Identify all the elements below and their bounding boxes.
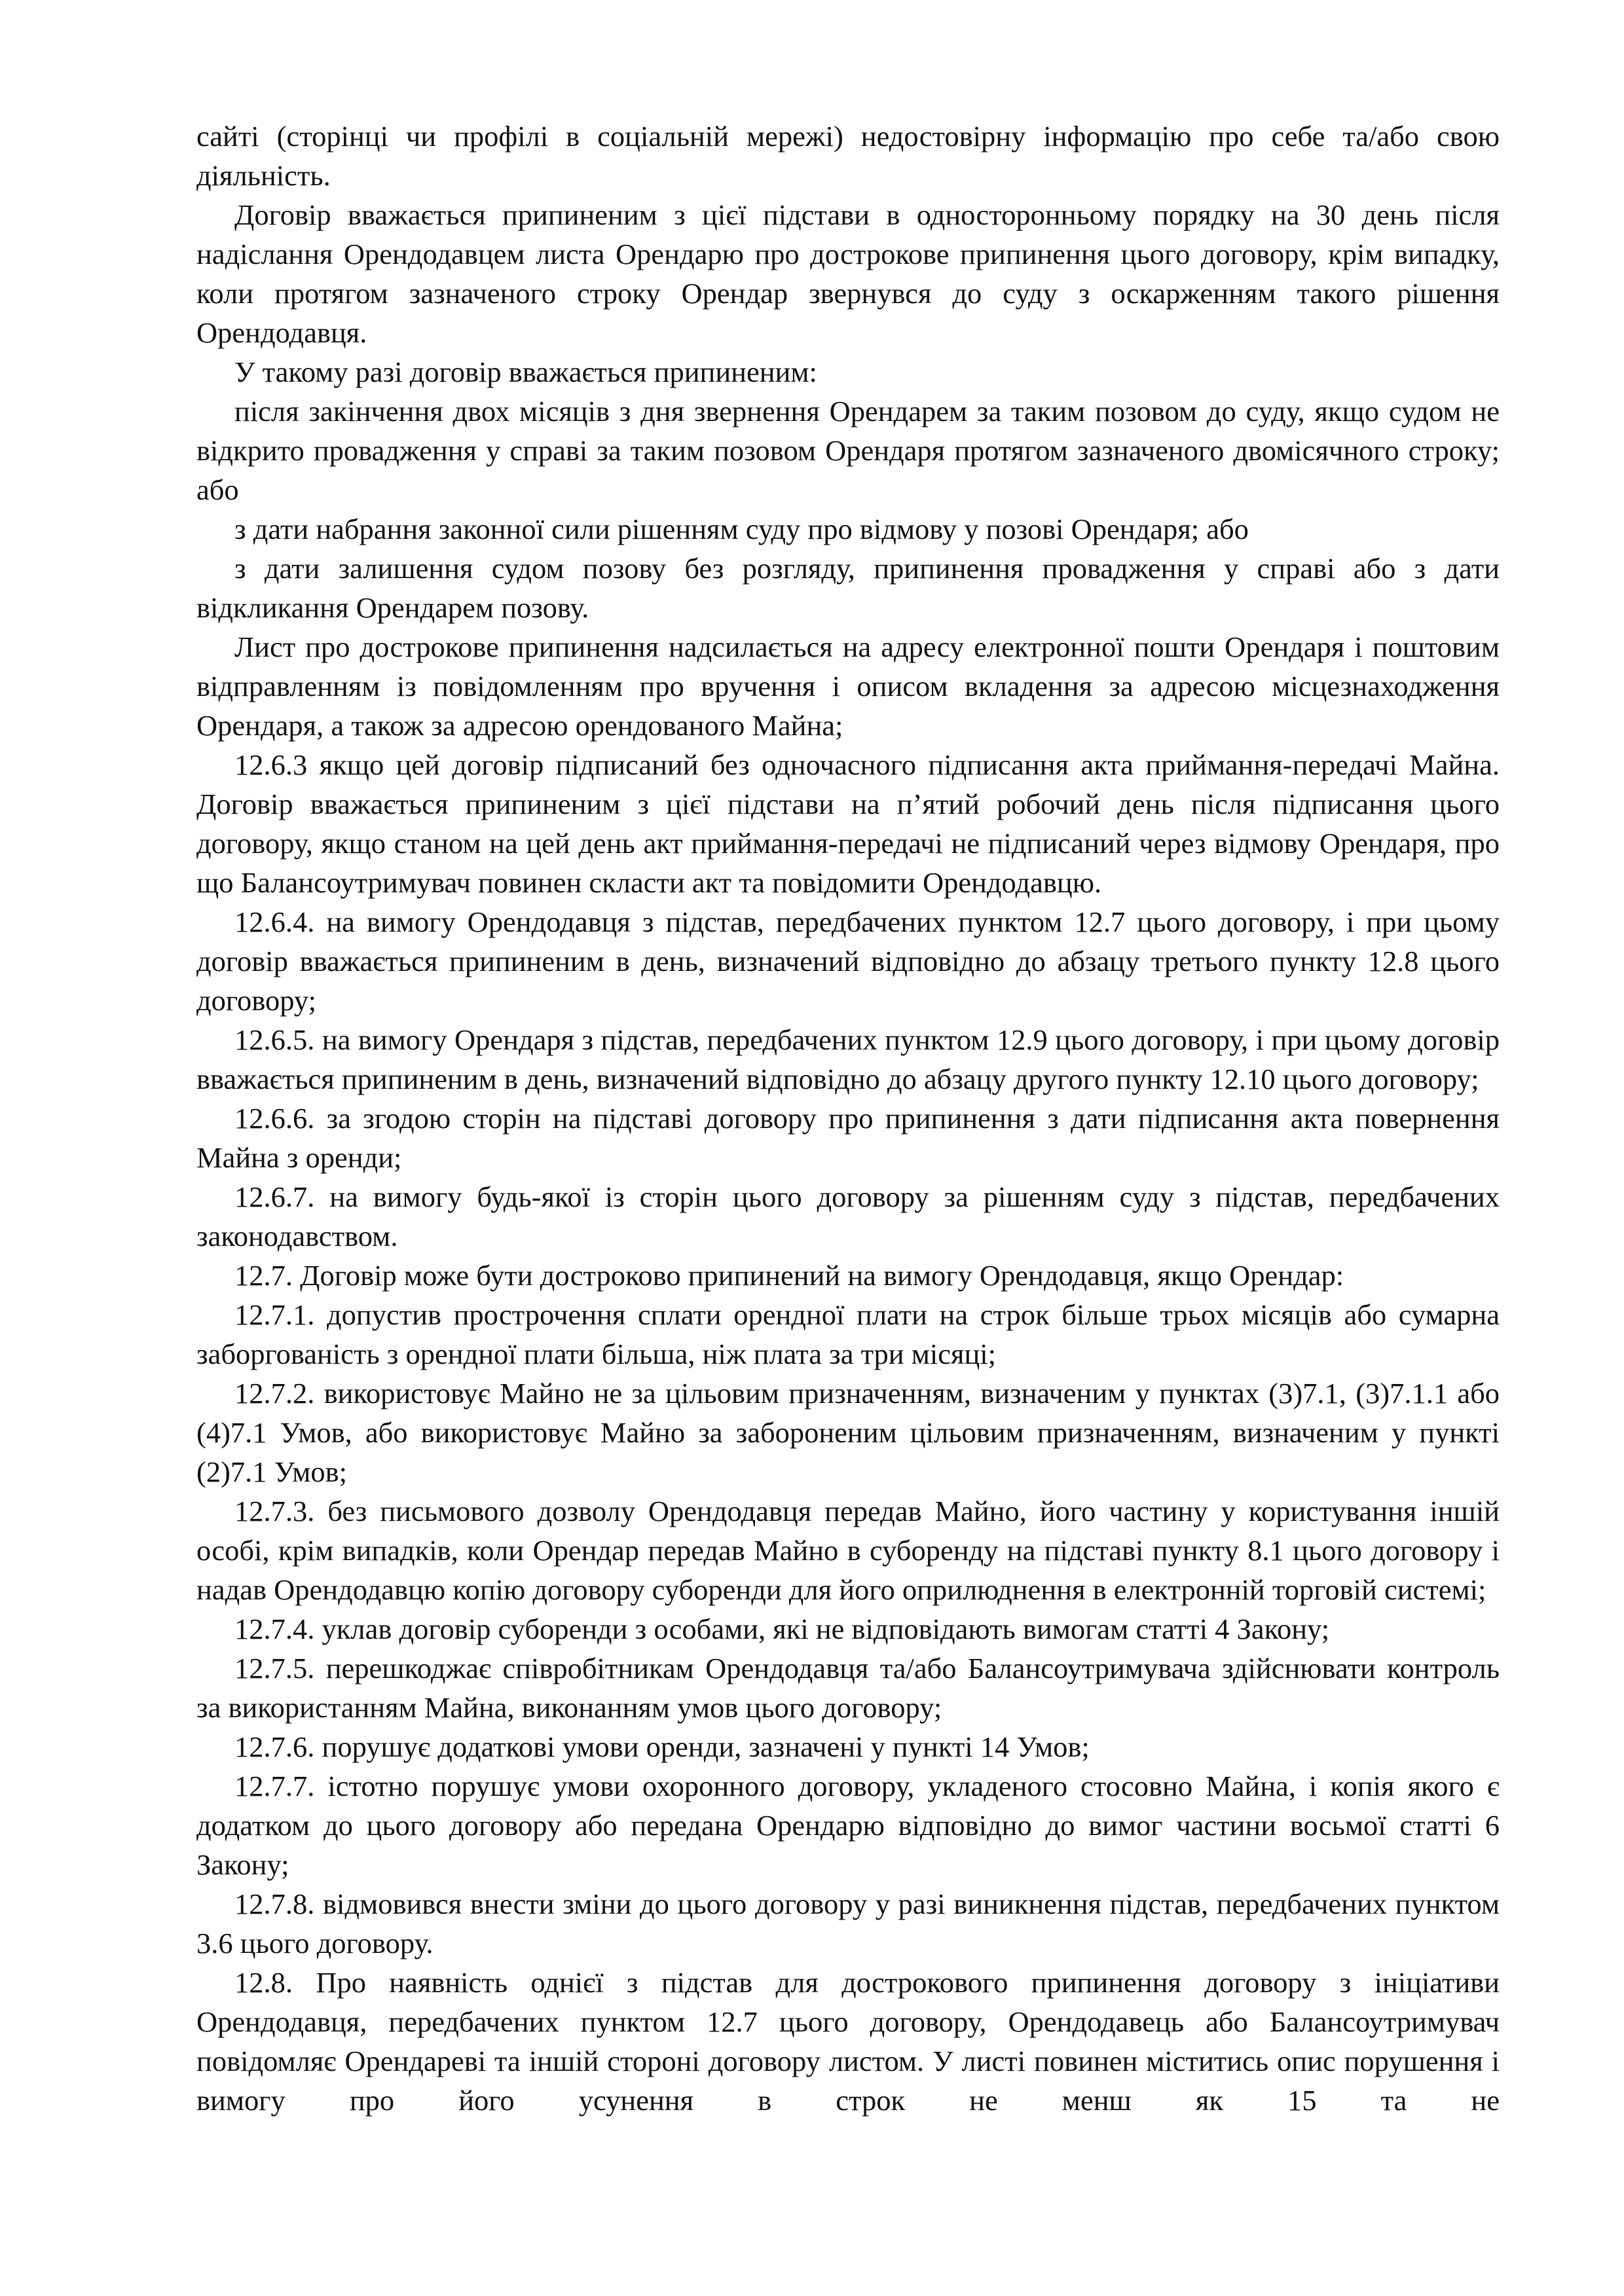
paragraph: 12.7.3. без письмового дозволу Орендодавця передав Майно, його частину у користування іншій особі, крім випадків, коли Орендар передав Майно в суборенду на підставі пункту 8.1 цього договору і надав Орендодавцю копію договору суборенди для його оприлюднення в електронній торговій системі; — [196, 1495, 1500, 1606]
paragraph: Лист про дострокове припинення надсилається на адресу електронної пошти Орендаря і поштовим відправленням із повідомленням про вручення і описом вкладення за адресою місцезнаходження Орендаря, а також за адресою орендованого Майна; — [196, 630, 1500, 742]
paragraph: 12.7.4. уклав договір суборенди з особами, які не відповідають вимогам статті 4 Закону; — [234, 1613, 1330, 1645]
paragraph: У такому разі договір вважається припиненим: — [234, 355, 817, 388]
paragraph: сайті (сторінці чи профілі в соціальній мережі) недостовірну інформацію про себе та/або свою діяльність. — [196, 120, 1500, 192]
paragraph: 12.6.5. на вимогу Орендаря з підстав, передбачених пунктом 12.9 цього договору, і при цьому договір вважається припиненим в день, визначений відповідно до абзацу другого пункту 12.10 цього договору; — [196, 1023, 1500, 1095]
paragraph: після закінчення двох місяців з дня звернення Орендарем за таким позовом до суду, якщо судом не відкрито провадження у справі за таким позовом Орендаря протягом зазначеного двомісячного строку; або — [196, 395, 1500, 506]
paragraph: з дати залишення судом позову без розгляду, припинення провадження у справі або з дати відкликання Орендарем позову. — [196, 552, 1500, 624]
paragraph: Договір вважається припиненим з цієї підстави в односторонньому порядку на 30 день після надіслання Орендодавцем листа Орендарю про дострокове припинення цього договору, крім випадку, коли протягом зазначеного строку Орендар звернувся до суду з оскарженням такого рішення Орендодавця. — [196, 198, 1500, 349]
paragraph: 12.7. Договір може бути достроково припинений на вимогу Орендодавця, якщо Орендар: — [234, 1259, 1344, 1292]
paragraph: 12.7.1. допустив прострочення сплати орендної плати на строк більше трьох місяців або сумарна заборгованість з орендної плати більша, ніж плата за три місяці; — [196, 1298, 1500, 1370]
paragraph: 12.7.5. перешкоджає співробітникам Орендодавця та/або Балансоутримувача здійснювати контроль за використанням Майна, виконанням умов цього договору; — [196, 1652, 1500, 1724]
paragraph: 12.6.6. за згодою сторін на підставі договору про припинення з дати підписання акта повернення Майна з оренди; — [196, 1102, 1500, 1174]
paragraph: 12.7.2. використовує Майно не за цільовим призначенням, визначеним у пунктах (3)7.1, (3)7.1.1 або (4)7.1 Умов, або використовує Майно за забороненим цільовим призначенням, визначеним у пункті (2)7.1 Умов; — [196, 1377, 1500, 1488]
document-page — [196, 117, 1500, 2120]
paragraph: 12.7.8. відмовився внести зміни до цього договору у разі виникнення підстав, передбачених пунктом 3.6 цього договору. — [196, 1887, 1500, 1959]
paragraph: 12.7.7. істотно порушує умови охоронного договору, укладеного стосовно Майна, і копія якого є додатком до цього договору або передана Орендарю відповідно до вимог частини восьмої статті 6 Закону; — [196, 1770, 1500, 1881]
paragraph: з дати набрання законної сили рішенням суду про відмову у позові Орендаря; або — [234, 513, 1249, 545]
paragraph: 12.6.7. на вимогу будь-якої із сторін цього договору за рішенням суду з підстав, передбачених законодавством. — [196, 1180, 1500, 1252]
paragraph: 12.7.6. порушує додаткові умови оренди, зазначені у пункті 14 Умов; — [234, 1730, 1090, 1763]
paragraph: 12.6.3 якщо цей договір підписаний без одночасного підписання акта приймання-передачі Майна. Договір вважається припиненим з цієї підстави на п’ятий робочий день після підписання цього договору, якщо станом на цей день акт приймання-передачі не підписаний через відмову Орендаря, про що Балансоутримувач повинен скласти акт та повідомити Орендодавцю. — [196, 748, 1500, 899]
paragraph: 12.8. Про наявність однієї з підстав для дострокового припинення договору з ініціативи Орендодавця, передбачених пунктом 12.7 цього договору, Орендодавець або Балансоутримувач повідомляє Орендареві та іншій стороні договору листом. У листі повинен міститись опис порушення і вимогу про його усунення в строк не менш як 15 та не — [196, 1966, 1500, 2117]
paragraph: 12.6.4. на вимогу Орендодавця з підстав, передбачених пунктом 12.7 цього договору, і при цьому договір вважається припиненим в день, визначений відповідно до абзацу третього пункту 12.8 цього договору; — [196, 905, 1500, 1017]
